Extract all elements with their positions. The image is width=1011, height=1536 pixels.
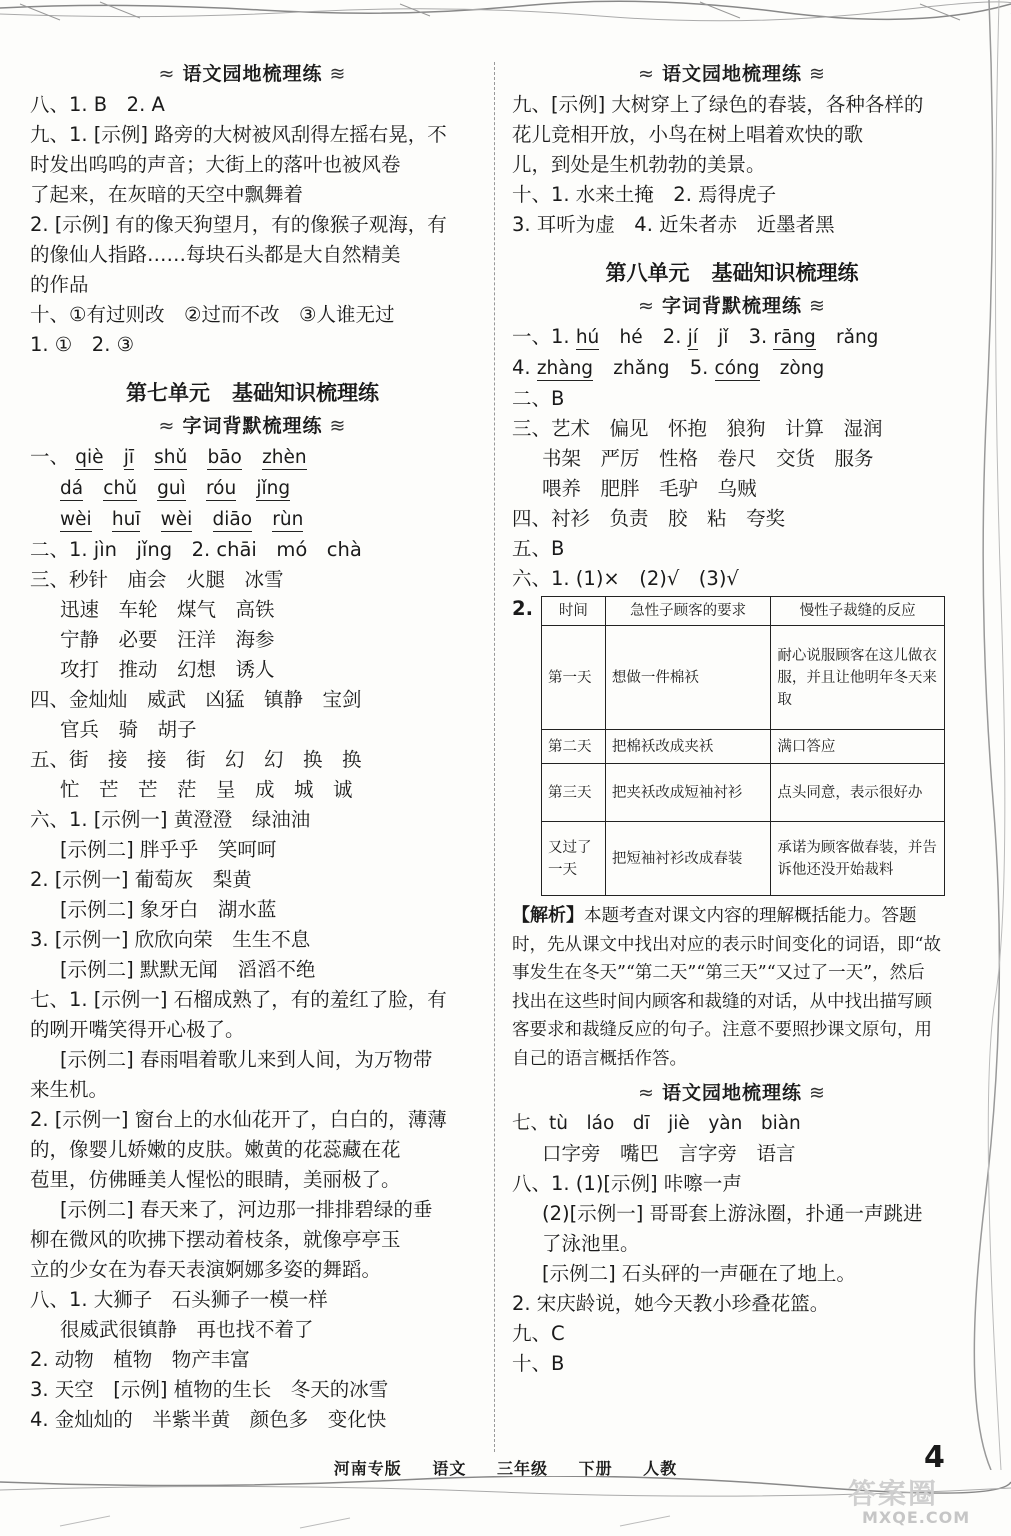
top-border-decoration (0, 0, 1011, 40)
answer-line: 1. ① 2. ③ (30, 333, 135, 356)
answer-line: 苞里，仿佛睡美人惺忪的眼睛，美丽极了。 (30, 1168, 401, 1191)
table-header-row (541, 597, 944, 626)
answer-line: 十、B (512, 1352, 565, 1375)
answer-line: 迅速 车轮 煤气 高铁 (60, 598, 275, 621)
answer-line: 十、①有过则改 ②过而不改 ③人谁无过 (30, 303, 395, 326)
answer-line: 五、街 接 接 街 幻 幻 换 换 (30, 748, 362, 771)
pinyin-answer: hé (619, 327, 643, 348)
pinyin-row: 一、 qiè jī shǔ bāo zhèn (30, 445, 307, 468)
pinyin-answer: shǔ (154, 447, 188, 468)
right-column (512, 58, 952, 1379)
answer-line: 2. [示例] 有的像天狗望月，有的像猴子观海，有 (30, 213, 447, 236)
answer-line: 攻打 推动 幻想 诱人 (60, 658, 275, 681)
answer-line: 八、1. B 2. A (30, 93, 165, 116)
answer-line: 的作品 (30, 273, 89, 296)
answer-line: 十、1. 水来土掩 2. 焉得虎子 (512, 183, 777, 206)
section-title-yuwen-yuandi-2: ≈ 语文园地梳理练 ≋ (638, 63, 826, 85)
answer-line: 了泳池里。 (542, 1232, 640, 1255)
unit-7-heading: 第七单元 基础知识梳理练 (126, 381, 379, 405)
footer-subject: 语文 (432, 1459, 467, 1478)
pinyin-answer: rǎng (836, 327, 879, 348)
section-title-zici-beimo-7: ≈ 字词背默梳理练 ≋ (158, 415, 347, 437)
table-row (541, 730, 944, 764)
wave-icon: ≋ (802, 1082, 826, 1104)
answer-line: 3. [示例一] 欣欣向荣 生生不息 (30, 928, 311, 951)
answer-line: [示例二] 默默无闻 滔滔不绝 (60, 958, 316, 981)
table-cell: 承诺为顾客做春装，并告诉他还没开始裁料 (771, 822, 945, 896)
answer-line: 来生机。 (30, 1078, 109, 1101)
answer-line: 忙 芒 芒 茫 呈 成 城 诚 (60, 778, 353, 801)
answer-line: 八、1. 大狮子 石头狮子一模一样 (30, 1288, 328, 1311)
left-column (30, 58, 475, 1435)
right-border-decoration (971, 0, 1011, 1470)
pinyin-row: 4. zhàng zhǎng 5. cóng zòng (512, 356, 825, 379)
wave-icon: ≈ (158, 63, 183, 85)
table-cell: 第三天 (541, 764, 605, 822)
table-cell: 想做一件棉袄 (605, 626, 771, 730)
table-cell: 耐心说服顾客在这儿做衣服，并且让他明年冬天来取 (771, 626, 945, 730)
answer-line: 书架 严厉 性格 卷尺 交货 服务 (542, 447, 874, 470)
answer-line: 七、tù láo dī jiè yàn biàn (512, 1113, 801, 1134)
pinyin-answer: jǐ (718, 327, 729, 348)
answer-line: 九、[示例] 大树穿上了绿色的春装，各种各样的 (512, 93, 924, 116)
answer-line: [示例二] 春天来了，河边那一排排碧绿的垂 (60, 1198, 433, 1221)
watermark-url: MXQE.COM (862, 1508, 971, 1527)
pinyin-answer: cóng (714, 358, 760, 379)
pinyin-row (30, 473, 475, 504)
table-cell: 点头同意，表示很好办 (771, 764, 945, 822)
pinyin-answer: wèi (60, 509, 92, 530)
analysis-text: 本题考查对课文内容的理解概括能力。答题时，先从课文中找出对应的表示时间变化的词语，即“故事发生在冬天”“第二天”“第三天”“又过了一天”，然后找出在这些时间内顾客和裁缝的对话，从中找出描写顾客要求和裁缝反应的句子。注意不要照抄课文原句，用自己的语言概括作答。 (512, 906, 941, 1069)
answer-line: 三、艺术 偏见 怀抱 狼狗 计算 湿润 (512, 417, 883, 440)
answer-line: 九、C (512, 1322, 565, 1345)
section-title-yuwen-yuandi-3: ≈ 语文园地梳理练 ≋ (638, 1082, 826, 1104)
answer-line: (2)[示例一] 哥哥套上游泳圈，扑通一声跳进 (542, 1202, 923, 1225)
answer-line: 儿，到处是生机勃勃的美景。 (512, 153, 766, 176)
pinyin-answer: rùn (272, 509, 304, 530)
answer-line: 四、金灿灿 威武 凶猛 镇静 宝剑 (30, 688, 362, 711)
pinyin-answer: jí (687, 327, 698, 348)
footer-edition: 河南专版 (333, 1459, 402, 1478)
pinyin-answer: jǐng (256, 478, 291, 499)
watermark-logo: 答案圈 (848, 1477, 939, 1510)
column-divider (494, 62, 495, 1452)
answer-line: 3. 天空 [示例] 植物的生长 冬天的冰雪 (30, 1378, 389, 1401)
pinyin-answer: zòng (779, 358, 825, 379)
table-header-cell: 时间 (541, 597, 605, 626)
unit-8-heading: 第八单元 基础知识梳理练 (605, 261, 859, 285)
answer-line: 喂养 肥胖 毛驴 乌贼 (542, 477, 757, 500)
pinyin-answer: zhàng (536, 358, 594, 379)
answer-line: 宁静 必要 汪洋 海参 (60, 628, 275, 651)
answer-line: 2. [示例一] 窗台上的水仙花开了，白白的，薄薄 (30, 1108, 447, 1131)
answer-line: [示例二] 胖乎乎 笑呵呵 (60, 838, 277, 861)
table-row (541, 764, 944, 822)
table-cell: 第一天 (541, 626, 605, 730)
answer-table (541, 596, 945, 896)
table-cell: 把短袖衬衫改成春装 (605, 822, 771, 896)
answer-line: 九、1. [示例] 路旁的大树被风刮得左摇右晃，不 (30, 123, 447, 146)
pinyin-answer: rāng (773, 327, 816, 348)
pinyin-answer: wèi (160, 509, 193, 530)
answer-line: [示例二] 石头砰的一声砸在了地上。 (542, 1262, 856, 1285)
answer-line: 五、B (512, 537, 565, 560)
answer-line: 的咧开嘴笑得开心极了。 (30, 1018, 245, 1041)
wave-icon: ≋ (802, 63, 826, 85)
pinyin-answer: qiè (75, 447, 104, 468)
wave-icon: ≈ (638, 63, 662, 85)
table-header-cell: 急性子顾客的要求 (605, 597, 771, 626)
table-cell: 把棉袄改成夹袄 (605, 730, 771, 764)
page-number: 4 (924, 1440, 945, 1475)
answer-line: 口字旁 嘴巴 言字旁 语言 (542, 1142, 796, 1165)
pinyin-answer: zhèn (262, 447, 307, 468)
table-header-cell: 慢性子裁缝的反应 (771, 597, 945, 626)
answer-line: 3. 耳听为虚 4. 近朱者赤 近墨者黑 (512, 213, 835, 236)
pinyin-answer: dá (60, 478, 84, 499)
footer-term: 下册 (578, 1459, 613, 1478)
answer-line: 2. 动物 植物 物产丰富 (30, 1348, 250, 1371)
analysis-tag: 【解析】 (512, 905, 584, 926)
footer-publisher: 人教 (643, 1459, 678, 1478)
pinyin-answer: diāo (212, 509, 253, 530)
answer-line: 二、1. jìn jǐng 2. chāi mó chà (30, 538, 362, 561)
wave-icon: ≋ (322, 415, 347, 437)
answer-line: 四、衬衫 负责 胶 粘 夸奖 (512, 507, 786, 530)
answer-line: 很威武很镇静 再也找不着了 (60, 1318, 314, 1341)
pinyin-answer: huī (111, 509, 141, 530)
analysis-paragraph (512, 902, 942, 1073)
pinyin-answer: guì (157, 478, 186, 499)
wave-icon: ≋ (322, 63, 347, 85)
pinyin-answer: chǔ (103, 478, 137, 499)
pinyin-answer: jī (123, 447, 134, 468)
question-number: 2. (512, 597, 533, 620)
pinyin-answer: róu (205, 478, 237, 499)
answer-line: 六、1. [示例一] 黄澄澄 绿油油 (30, 808, 311, 831)
table-block (512, 596, 952, 896)
wave-icon: ≋ (802, 295, 826, 317)
answer-line: 二、B (512, 387, 565, 410)
table-row (541, 822, 944, 896)
footer-grade: 三年级 (496, 1459, 548, 1478)
answer-line: 官兵 骑 胡子 (60, 718, 197, 741)
answer-line: 三、秒针 庙会 火腿 冰雪 (30, 568, 284, 591)
answer-line: 2. 宋庆龄说，她今天教小珍叠花篮。 (512, 1292, 830, 1315)
answer-line: 六、1. (1)× (2)√ (3)√ (512, 567, 739, 590)
answer-line: 柳在微风的吹拂下摆动着枝条，就像亭亭玉 (30, 1228, 401, 1251)
answer-line: 七、1. [示例一] 石榴成熟了，有的羞红了脸，有 (30, 988, 447, 1011)
answer-line: 的像仙人指路……每块石头都是大自然精美 (30, 243, 401, 266)
answer-line: 立的少女在为春天表演婀娜多姿的舞蹈。 (30, 1258, 382, 1281)
answer-line: 了起来，在灰暗的天空中飘舞着 (30, 183, 304, 206)
wave-icon: ≈ (638, 1082, 662, 1104)
table-row (541, 626, 944, 730)
answer-line: 2. [示例一] 葡萄灰 梨黄 (30, 868, 252, 891)
table-cell: 第二天 (541, 730, 605, 764)
pinyin-answer: bāo (207, 447, 242, 468)
answer-line: [示例二] 象牙白 湖水蓝 (60, 898, 277, 921)
table-cell: 满口答应 (771, 730, 945, 764)
pinyin-row (30, 504, 475, 535)
pinyin-row: 一、1. hú hé 2. jí jǐ 3. rāng rǎng (512, 325, 879, 348)
answer-line: 时发出呜呜的声音；大街上的落叶也被风卷 (30, 153, 401, 176)
answer-line: 的，像婴儿娇嫩的皮肤。嫩黄的花蕊藏在花 (30, 1138, 401, 1161)
wave-icon: ≈ (638, 295, 662, 317)
wave-icon: ≈ (158, 415, 183, 437)
pinyin-answer: zhǎng (613, 358, 670, 379)
answer-line: 八、1. (1)[示例] 咔嚓一声 (512, 1172, 742, 1195)
table-cell: 把夹袄改成短袖衬衫 (605, 764, 771, 822)
answer-line: 花儿竞相开放，小鸟在树上唱着欢快的歌 (512, 123, 864, 146)
table-cell: 又过了一天 (541, 822, 605, 896)
section-title-zici-beimo-8: ≈ 字词背默梳理练 ≋ (638, 295, 826, 317)
section-title-yuwen-yuandi-1: ≈ 语文园地梳理练 ≋ (158, 63, 347, 85)
answer-line: 4. 金灿灿的 半紫半黄 颜色多 变化快 (30, 1408, 387, 1431)
answer-line: [示例二] 春雨唱着歌儿来到人间，为万物带 (60, 1048, 433, 1071)
pinyin-answer: hú (575, 327, 600, 348)
